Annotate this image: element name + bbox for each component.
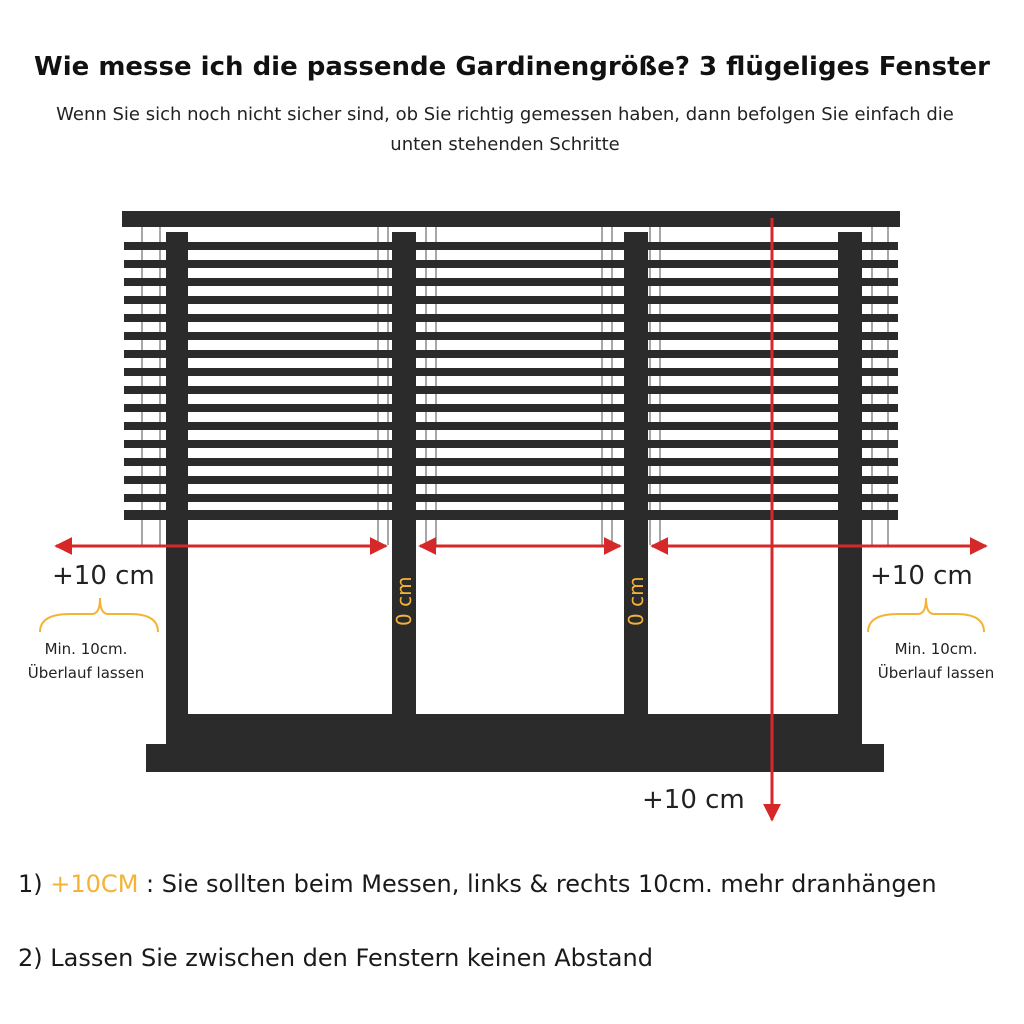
- step-2: [18, 944, 653, 972]
- gap-label-2: 0 cm: [624, 576, 648, 626]
- gap-label-1: 0 cm: [392, 576, 416, 626]
- frame-right-post: [838, 232, 862, 744]
- step-1-text: : Sie sollten beim Messen, links & rechts 10cm. mehr dranhängen: [138, 870, 937, 898]
- bracket-right: [868, 598, 984, 632]
- right-measure-label: +10 cm: [870, 561, 973, 591]
- right-note-line1: Min. 10cm.: [894, 640, 978, 658]
- left-note-line1: Min. 10cm.: [44, 640, 128, 658]
- step-1-number: 1): [18, 870, 43, 898]
- bottom-measure-label: +10 cm: [642, 785, 745, 815]
- frame-mullion-2: [624, 232, 648, 744]
- step-1: [18, 870, 937, 898]
- frame-bottom-rail: [166, 714, 862, 744]
- left-measure-label: +10 cm: [52, 561, 155, 591]
- right-note-line2: Überlauf lassen: [877, 664, 995, 682]
- step-1-highlight: +10CM: [50, 870, 139, 898]
- page-title: Wie messe ich die passende Gardinengröße? 3 flügeliges Fenster: [34, 52, 990, 82]
- bottomrail: [124, 510, 898, 520]
- bracket-left: [40, 598, 158, 632]
- headrail: [122, 211, 900, 227]
- frame-left-post: [166, 232, 188, 744]
- left-note-line2: Überlauf lassen: [27, 664, 145, 682]
- page-subtitle: Wenn Sie sich noch nicht sicher sind, ob Sie richtig gemessen haben, dann befolgen Sie einfach die unten stehenden Schritte: [56, 104, 954, 155]
- blind-slats: [122, 211, 900, 520]
- frame-mullion-1: [392, 232, 416, 744]
- step-2-text: 2) Lassen Sie zwischen den Fenstern keinen Abstand: [18, 944, 653, 972]
